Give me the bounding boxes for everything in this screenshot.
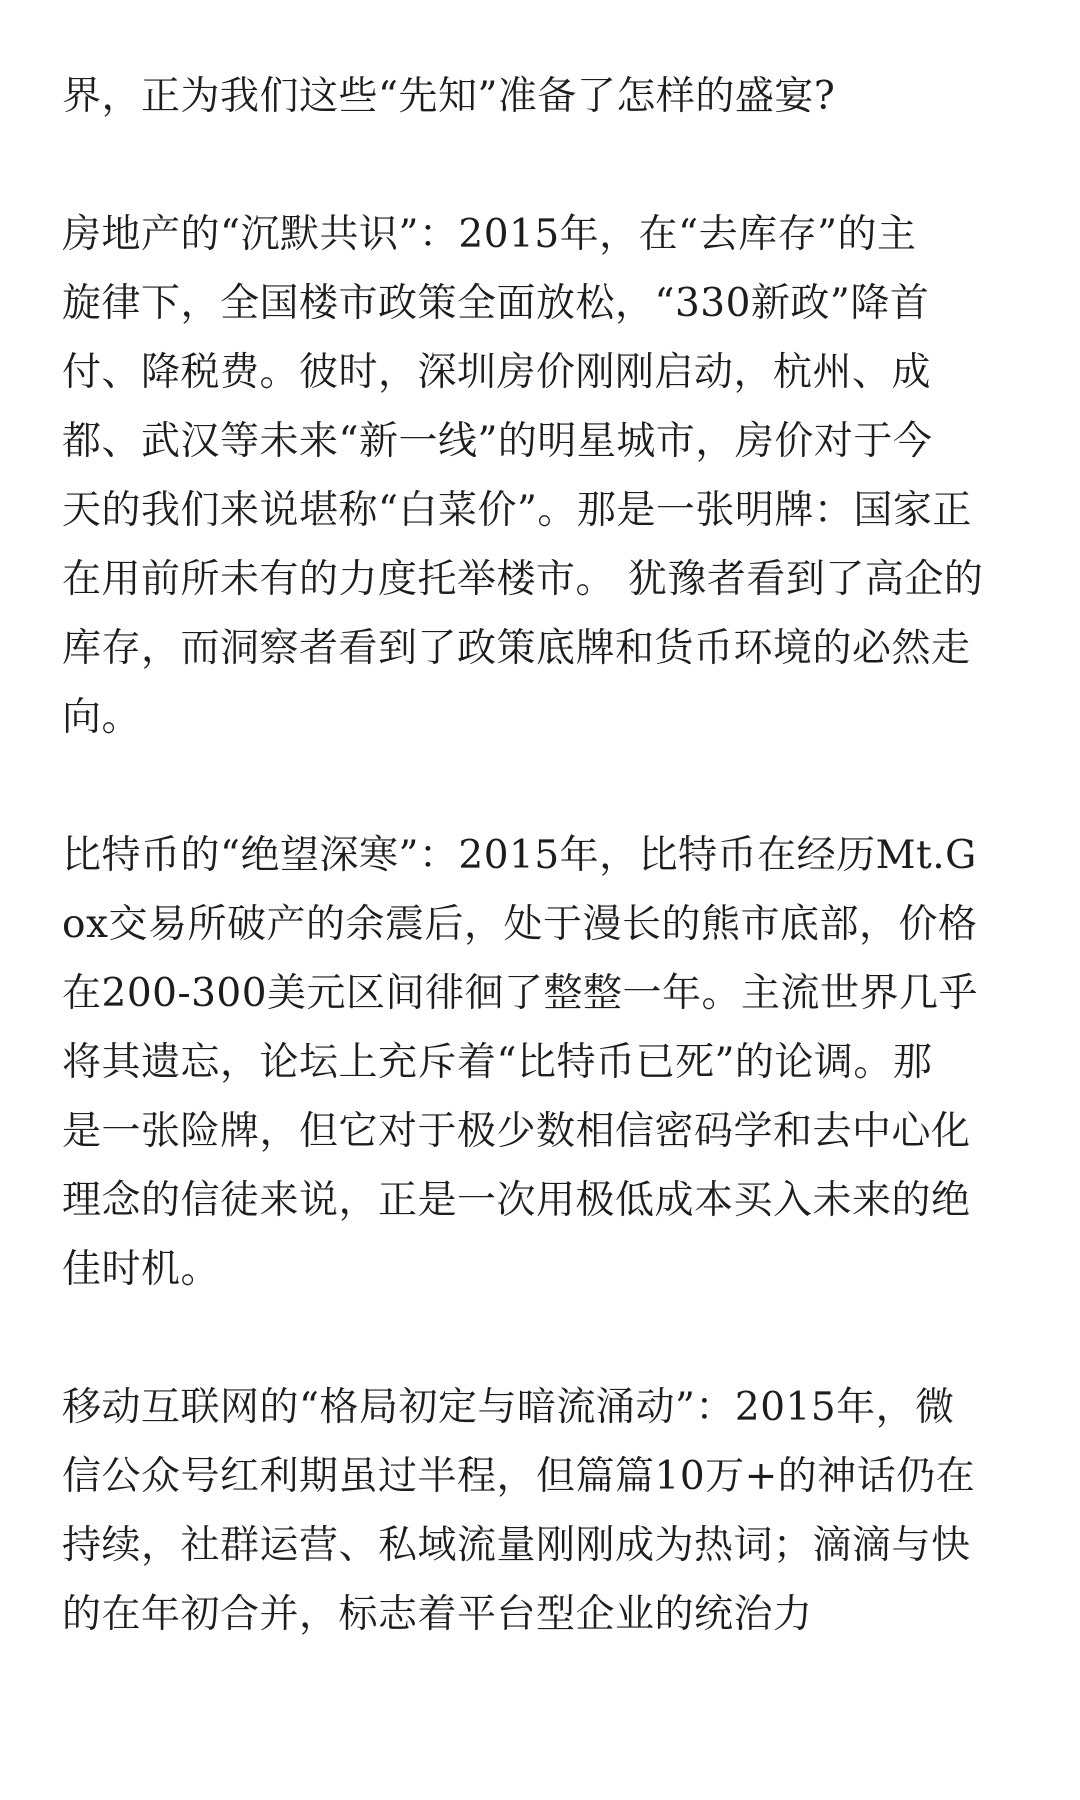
paragraph-real-estate: 房地产的“沉默共识”：2015年，在“去库存”的主 旋律下，全国楼市政策全面放松，“330新政”降首 付、降税费。彼时，深圳房价刚刚启动，杭州、成 都、武汉等未来“新一线”的明星城市，房价对于今 天的我们来说堪称“白菜价”。那是一张明牌：国家正 在用前所未有的力度托举楼市。 犹豫者看到了高企的 库存，而洞察者看到了政策底牌和货币环境的必然走 向。 (62, 212, 984, 740)
article-body (62, 62, 1034, 1649)
paragraph-intro-ending: 界，正为我们这些“先知”准备了怎样的盛宴? (62, 74, 836, 119)
paragraph-mobile-internet: 移动互联网的“格局初定与暗流涌动”：2015年，微 信公众号红利期虽过半程，但篇篇10万+的神话仍在 持续，社群运营、私域流量刚刚成为热词；滴滴与快 的在年初合并，标志着平台型企业的统治力 (62, 1385, 976, 1637)
paragraph-bitcoin: 比特币的“绝望深寒”：2015年，比特币在经历Mt.G ox交易所破产的余震后，处于漫长的熊市底部，价格 在200-300美元区间徘徊了整整一年。主流世界几乎 将其遗忘，论坛上充斥着“比特币已死”的论调。那 是一张险牌，但它对于极少数相信密码学和去中心化 理念的信徒来说，正是一次用极低成本买入未来的绝 佳时机。 (62, 833, 979, 1292)
